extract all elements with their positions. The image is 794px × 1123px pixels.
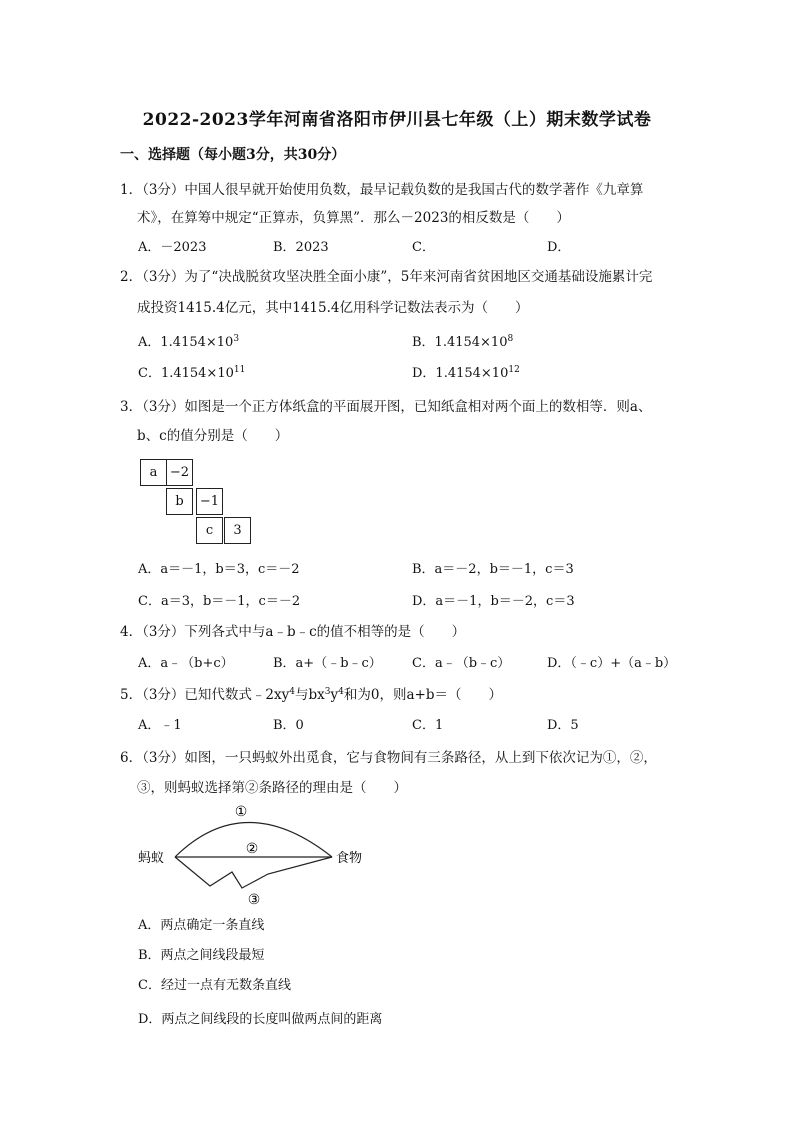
q2-option-b-base: B．1.4154×10 bbox=[412, 335, 508, 350]
q1-stem-line1: 1．（3分）中国人很早就开始使用负数，最早记载负数的是我国古代的数学著作《九章算 bbox=[120, 182, 644, 198]
q5-option-c[interactable]: C．1 bbox=[412, 718, 444, 733]
q1-option-c[interactable]: C． bbox=[412, 240, 435, 255]
label-path-1: ① bbox=[234, 804, 248, 820]
q5-stem-part2: 与bx bbox=[295, 687, 325, 703]
q4-stem: 4．（3分）下列各式中与a﹣b﹣c的值不相等的是（ ） bbox=[120, 624, 466, 640]
q1-option-a[interactable]: A．－2023 bbox=[138, 240, 207, 255]
net-cell-a: a bbox=[140, 459, 167, 486]
q1-stem-line2: 术》，在算筹中规定“正算赤，负算黑”．那么－2023的相反数是（ ） bbox=[137, 210, 570, 226]
ant-path-figure bbox=[130, 800, 380, 910]
q5-stem bbox=[120, 687, 502, 703]
q6-option-b[interactable]: B．两点之间线段最短 bbox=[138, 948, 265, 963]
q4-option-d[interactable]: D．（﹣c）+（a﹣b） bbox=[547, 656, 677, 671]
q5-exp1: 4 bbox=[289, 687, 295, 697]
q1-option-d[interactable]: D． bbox=[547, 240, 571, 255]
q2-option-c-base: C．1.4154×10 bbox=[138, 366, 234, 381]
label-path-2: ② bbox=[245, 841, 259, 857]
label-food: 食物 bbox=[336, 851, 363, 866]
q5-exp2: 3 bbox=[324, 687, 331, 697]
q6-stem-line1: 6．（3分）如图，一只蚂蚁外出觅食，它与食物间有三条路径，从上到下依次记为①，②， bbox=[120, 750, 657, 766]
label-path-3: ③ bbox=[247, 892, 261, 908]
q5-stem-part1: 5．（3分）已知代数式﹣2xy bbox=[120, 687, 290, 703]
q3-stem-line1: 3．（3分）如图是一个正方体纸盒的平面展开图，已知纸盒相对两个面上的数相等．则a、 bbox=[120, 399, 652, 415]
q6-option-d[interactable]: D．两点之间线段的长度叫做两点间的距离 bbox=[138, 1012, 383, 1027]
q2-option-b[interactable] bbox=[412, 335, 513, 351]
net-cell-neg1: −1 bbox=[196, 488, 223, 515]
q6-stem-line2: ③，则蚂蚁选择第②条路径的理由是（ ） bbox=[137, 780, 407, 796]
net-cell-b: b bbox=[166, 488, 193, 515]
label-ant: 蚂蚁 bbox=[138, 851, 165, 866]
q3-option-d[interactable]: D．a＝－1，b＝－2，c＝3 bbox=[412, 594, 575, 609]
q2-option-b-exponent: 8 bbox=[507, 334, 514, 344]
q4-option-c[interactable]: C．a﹣（b﹣c） bbox=[412, 656, 511, 671]
q4-option-a[interactable]: A．a﹣（b+c） bbox=[138, 656, 234, 671]
q1-option-b[interactable]: B．2023 bbox=[273, 240, 329, 255]
path-3-polyline bbox=[175, 857, 332, 888]
q5-exp3: 4 bbox=[338, 687, 344, 697]
section-heading: 一、选择题（每小题3分，共30分） bbox=[120, 147, 346, 163]
q2-option-a[interactable] bbox=[138, 335, 239, 351]
q5-option-a[interactable]: A．﹣1 bbox=[138, 718, 182, 733]
q2-stem-line2: 成投资1415.4亿元，其中1415.4亿用科学记数法表示为（ ） bbox=[137, 300, 529, 316]
q6-option-c[interactable]: C．经过一点有无数条直线 bbox=[138, 978, 291, 993]
q5-option-b[interactable]: B．0 bbox=[273, 718, 304, 733]
q2-option-d-base: D．1.4154×10 bbox=[412, 366, 509, 381]
q3-option-b[interactable]: B．a＝－2，b＝－1，c＝3 bbox=[412, 562, 574, 577]
q3-stem-line2: b、c的值分别是（ ） bbox=[137, 428, 289, 444]
page-title: 2022-2023学年河南省洛阳市伊川县七年级（上）期末数学试卷 bbox=[142, 110, 652, 130]
net-cell-neg2: −2 bbox=[166, 459, 193, 486]
q5-stem-part4: 和为0，则a+b＝（ ） bbox=[343, 687, 502, 703]
q4-option-b[interactable]: B．a+（﹣b﹣c） bbox=[273, 656, 382, 671]
q2-option-a-exponent: 3 bbox=[233, 334, 240, 344]
q5-stem-part3: y bbox=[330, 687, 339, 703]
net-cell-3: 3 bbox=[224, 517, 251, 544]
net-cell-c: c bbox=[196, 517, 223, 544]
q3-option-c[interactable]: C．a＝3，b＝－1，c＝－2 bbox=[138, 594, 301, 609]
q2-option-d-exponent: 12 bbox=[508, 365, 520, 375]
q6-option-a[interactable]: A．两点确定一条直线 bbox=[138, 918, 265, 933]
q2-option-c[interactable] bbox=[138, 366, 245, 382]
q2-option-c-exponent: 11 bbox=[233, 365, 246, 375]
q2-option-d[interactable] bbox=[412, 366, 520, 382]
q3-option-a[interactable]: A．a＝－1，b＝3，c＝－2 bbox=[138, 562, 300, 577]
q2-option-a-base: A．1.4154×10 bbox=[138, 335, 234, 350]
q2-stem-line1: 2．（3分）为了“决战脱贫攻坚决胜全面小康”，5年来河南省贫困地区交通基础设施累计完 bbox=[120, 269, 653, 285]
q5-option-d[interactable]: D．5 bbox=[547, 718, 579, 733]
